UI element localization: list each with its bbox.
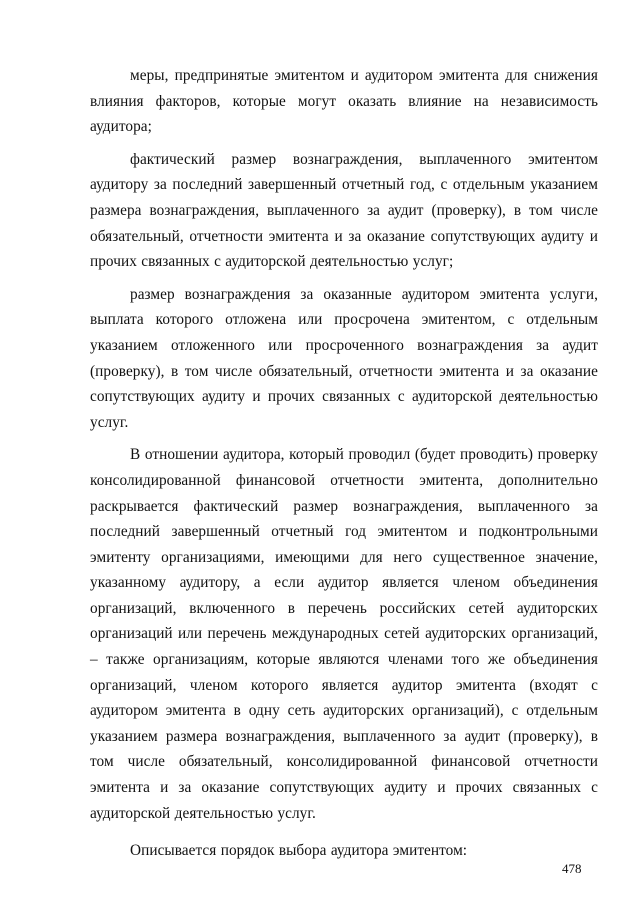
paragraph-auditor-selection: Описывается порядок выбора аудитора эмитентом:: [130, 842, 468, 860]
paragraph-consolidated-audit: В отношении аудитора, который проводил (будет проводить) проверку консолидированной финансовой отчетности эмитента, дополнительно раскрывается фактический размер вознаграждения, выплаченного за последний завершенный отчетный год эмитентом и подконтрольными эмитенту организациями, имеющими для него существенное значение, указанному аудитору, а если аудитор является членом объединения организаций, включенного в перечень российских сетей аудиторских организаций или перечень международных сетей аудиторских организаций, – также организациям, которые являются членами того же объединения организаций, членом которого является аудитор эмитента (входят с аудитором эмитента в одну сеть аудиторских организаций), с отдельным указанием размера вознаграждения, выплаченного за аудит (проверку), в том числе обязательный, консолидированной финансовой отчетности эмитента и за оказание сопутствующих аудиту и прочих связанных с аудиторской деятельностью услуг.: [90, 446, 598, 822]
paragraph-deferred-remuneration: размер вознаграждения за оказанные аудитором эмитента услуги, выплата которого отложена или просрочена эмитентом, с отдельным указанием отложенного или просроченного вознаграждения за аудит (проверку), в том числе обязательный, отчетности эмитента и за оказание сопутствующих аудиту и прочих связанных с аудиторской деятельностью услуг.: [90, 285, 598, 431]
page-number: 478: [562, 861, 582, 876]
paragraph-auditor-independence-measures: меры, предпринятые эмитентом и аудитором эмитента для снижения влияния факторов, которые могут оказать влияние на независимость аудитора;: [90, 67, 598, 136]
paragraph-actual-remuneration: фактический размер вознаграждения, выплаченного эмитентом аудитору за последний завершенный отчетный год, с отдельным указанием размера вознаграждения, выплаченного за аудит (проверку), в том числе обязательный, отчетности эмитента и за оказание сопутствующих аудиту и прочих связанных с аудиторской деятельностью услуг;: [90, 150, 598, 271]
document-body: [90, 63, 598, 864]
